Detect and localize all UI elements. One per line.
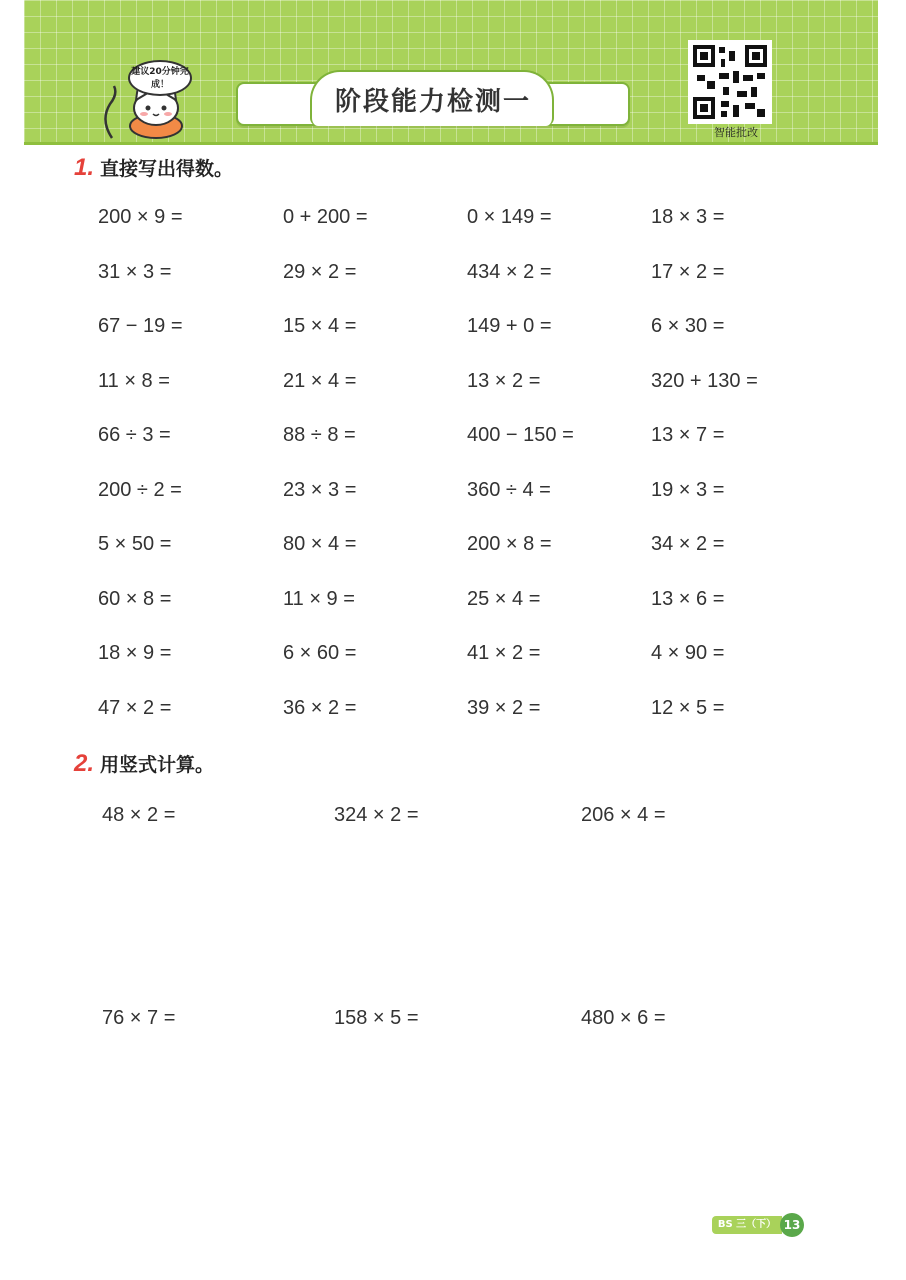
- section2-number: 2.: [74, 750, 95, 777]
- problem-item: 19 × 3 =: [651, 478, 725, 501]
- problem-item: 6 × 30 =: [651, 315, 725, 337]
- section2-title: 用竖式计算。: [100, 754, 215, 776]
- vertical-calc-item: 324 × 2 =: [334, 804, 419, 826]
- problem-item: 13 × 2 =: [467, 369, 541, 392]
- problem-item: 200 × 9 =: [98, 206, 183, 228]
- problem-item: 320 + 130 =: [651, 369, 758, 392]
- problem-item: 23 × 3 =: [283, 478, 357, 501]
- vertical-calc-item: 158 × 5 =: [334, 1007, 419, 1029]
- problem-item: 17 × 2 =: [651, 260, 725, 283]
- problem-item: 11 × 9 =: [283, 587, 355, 610]
- vertical-calc-item: 48 × 2 =: [102, 804, 176, 826]
- problem-item: 31 × 3 =: [98, 260, 172, 283]
- problem-item: 360 ÷ 4 =: [467, 478, 551, 501]
- problem-item: 67 − 19 =: [98, 315, 183, 337]
- section1-heading: [74, 154, 233, 182]
- problem-item: 6 × 60 =: [283, 642, 357, 664]
- problem-item: 15 × 4 =: [283, 315, 357, 337]
- problem-item: 149 + 0 =: [467, 315, 552, 337]
- problem-item: 5 × 50 =: [98, 533, 172, 555]
- problem-item: 200 ÷ 2 =: [98, 478, 182, 501]
- problem-item: 80 × 4 =: [283, 533, 357, 555]
- problem-item: 200 × 8 =: [467, 533, 552, 555]
- qr-code-icon[interactable]: [688, 40, 772, 124]
- section1-title: 直接写出得数。: [100, 158, 234, 180]
- problem-item: 0 × 149 =: [467, 206, 552, 228]
- problem-item: 60 × 8 =: [98, 587, 172, 610]
- problem-item: 18 × 9 =: [98, 642, 172, 664]
- vertical-calc-item: 206 × 4 =: [581, 804, 666, 826]
- problem-item: 434 × 2 =: [467, 260, 552, 283]
- speech-bubble: 建议20分钟完成！: [128, 60, 192, 96]
- vertical-calc-item: 76 × 7 =: [102, 1007, 176, 1029]
- problem-item: 11 × 8 =: [98, 369, 170, 392]
- problem-item: 39 × 2 =: [467, 696, 541, 719]
- page-title: 阶段能力检测一: [334, 87, 531, 117]
- vertical-calc-item: 480 × 6 =: [581, 1007, 666, 1029]
- problem-item: 41 × 2 =: [467, 642, 541, 664]
- section2-heading: [74, 750, 214, 778]
- page-number: 13: [780, 1213, 804, 1237]
- problem-item: 47 × 2 =: [98, 696, 172, 719]
- problem-item: 88 ÷ 8 =: [283, 424, 356, 446]
- problem-item: 13 × 6 =: [651, 587, 725, 610]
- problem-item: 29 × 2 =: [283, 260, 357, 283]
- problem-item: 36 × 2 =: [283, 696, 357, 719]
- problem-item: 0 + 200 =: [283, 206, 368, 228]
- problem-item: 400 − 150 =: [467, 424, 574, 446]
- section1-number: 1.: [74, 154, 95, 181]
- problem-item: 12 × 5 =: [651, 696, 725, 719]
- qr-label: 智能批改: [714, 126, 758, 139]
- problem-item: 4 × 90 =: [651, 642, 725, 664]
- problem-item: 25 × 4 =: [467, 587, 541, 610]
- problem-item: 34 × 2 =: [651, 533, 725, 555]
- problem-item: 66 ÷ 3 =: [98, 424, 171, 446]
- grade-tag: BS 三（下）: [712, 1216, 782, 1234]
- problem-item: 18 × 3 =: [651, 206, 725, 228]
- problem-item: 21 × 4 =: [283, 369, 357, 392]
- problem-item: 13 × 7 =: [651, 424, 725, 446]
